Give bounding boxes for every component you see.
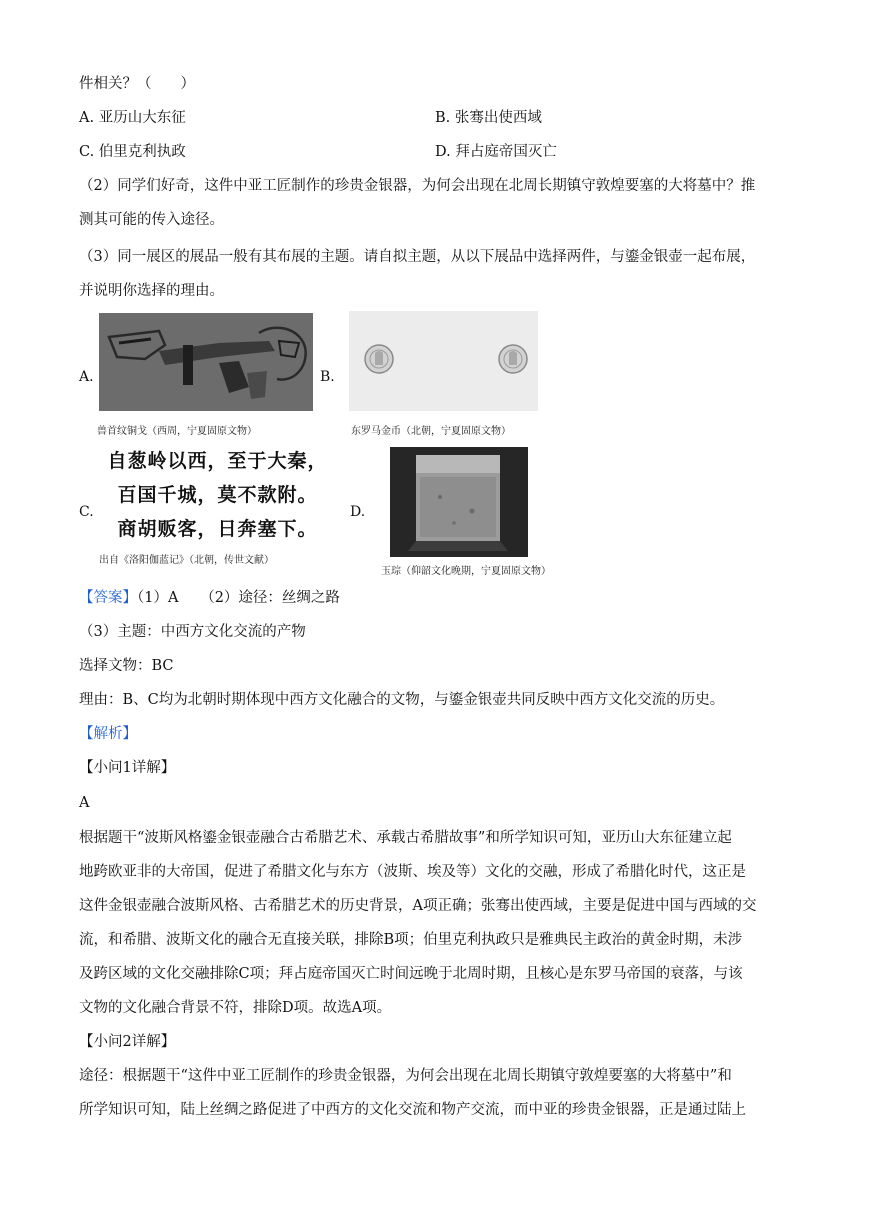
exhibit-c-caption: 出自《洛阳伽蓝记》（北朝，传世文献） [99, 555, 274, 566]
option-a [79, 108, 186, 128]
exhibit-a-image [99, 313, 313, 411]
subquestion-2-line-1: 途径：根据题干“这件中亚工匠制作的珍贵金银器，为何会出现在北周长期镇守敦煌要塞的大将墓中”和 [79, 1068, 732, 1084]
subquestion-1-answer: A [79, 795, 90, 811]
subquestion-2-line-2: 所学知识可知，陆上丝绸之路促进了中西方的文化交流和物产交流，而中亚的珍贵金银器，正是通过陆上 [79, 1102, 746, 1118]
subquestion-1-title: 【小问1详解】 [79, 760, 176, 776]
subquestion-1-line-6: 文物的文化融合背景不符，排除D项。故选A项。 [79, 1000, 392, 1016]
analysis-tag: 【解析】 [79, 726, 137, 742]
subquestion-1-line-1: 根据题干“波斯风格鎏金银壶融合古希腊艺术、承载古希腊故事”和所学知识可知，亚历山大东征建立起 [79, 830, 732, 846]
exhibit-a-letter: A. [79, 369, 94, 385]
option-c [79, 142, 186, 162]
answer-line-4: 理由：B、C均为北朝时期体现中西方文化融合的文物，与鎏金银壶共同反映中西方文化交流的历史。 [79, 692, 725, 708]
jade-cong-image [390, 447, 528, 557]
question-2-line-1: （2）同学们好奇，这件中亚工匠制作的珍贵金银器，为何会出现在北周长期镇守敦煌要塞的大将墓中？推 [79, 178, 756, 194]
exhibit-a-caption: 兽首纹铜戈（西周，宁夏固原文物） [97, 426, 257, 437]
exhibit-d-image [390, 447, 528, 557]
option-b-letter: B. [435, 110, 451, 126]
exhibit-b-caption: 东罗马金币（北朝，宁夏固原文物） [351, 426, 511, 437]
question-3-line-1: （3）同一展区的展品一般有其布展的主题。请自拟主题，从以下展品中选择两件，与鎏金银壶一起布展， [79, 249, 756, 265]
poem-line-1: 自葱岭以西，至于大秦， [107, 450, 328, 472]
subquestion-1-line-4: 流，和希腊、波斯文化的融合无直接关联，排除B项；伯里克利执政只是雅典民主政治的黄金时期，未涉 [79, 932, 743, 948]
bronze-dagger-axe-image [99, 313, 313, 411]
gold-coin-image [349, 311, 538, 411]
option-b [435, 108, 542, 128]
subquestion-1-line-3: 这件金银壶融合波斯风格、古希腊艺术的历史背景，A项正确；张骞出使西域，主要是促进中国与西域的交 [79, 898, 757, 914]
option-c-text: 伯里克利执政 [98, 144, 186, 160]
subquestion-1-line-2: 地跨欧亚非的大帝国，促进了希腊文化与东方（波斯、埃及等）文化的交融，形成了希腊化时代，这正是 [79, 864, 746, 880]
option-d-letter: D. [435, 144, 451, 160]
poem-line-3: 商胡贩客，日奔塞下。 [117, 518, 318, 540]
option-d-text: 拜占庭帝国灭亡 [455, 144, 557, 160]
exhibit-c-letter: C. [79, 504, 94, 520]
option-a-letter: A. [79, 110, 95, 126]
answer-text-1: （1）A （2）途径：丝绸之路 [137, 590, 340, 606]
answer-line-3: 选择文物：BC [79, 658, 174, 674]
answer-tag: 【答案】 [79, 590, 137, 606]
exhibit-d-letter: D. [350, 504, 366, 520]
exhibit-b-image [349, 311, 538, 411]
option-c-letter: C. [79, 144, 95, 160]
option-b-text: 张骞出使西域 [454, 110, 542, 126]
exhibit-c-image [95, 445, 340, 548]
question-2-line-2: 测其可能的传入途径。 [79, 212, 224, 228]
exhibit-b-letter: B. [320, 369, 335, 385]
poem-line-2: 百国千城，莫不款附。 [117, 484, 318, 506]
answer-line-2: （3）主题：中西方文化交流的产物 [79, 624, 306, 640]
subquestion-1-line-5: 及跨区域的文化交融排除C项；拜占庭帝国灭亡时间远晚于北周时期，且核心是东罗马帝国的衰落，与该 [79, 966, 743, 982]
subquestion-2-title: 【小问2详解】 [79, 1034, 176, 1050]
answer-line-1 [79, 588, 340, 608]
option-d [435, 142, 557, 162]
exhibit-d-caption: 玉琮（仰韶文化晚期，宁夏固原文物） [381, 566, 551, 577]
question-3-line-2: 并说明你选择的理由。 [79, 283, 224, 299]
option-a-text: 亚历山大东征 [98, 110, 186, 126]
question-stem-tail: 件相关？（ ） [79, 76, 195, 92]
